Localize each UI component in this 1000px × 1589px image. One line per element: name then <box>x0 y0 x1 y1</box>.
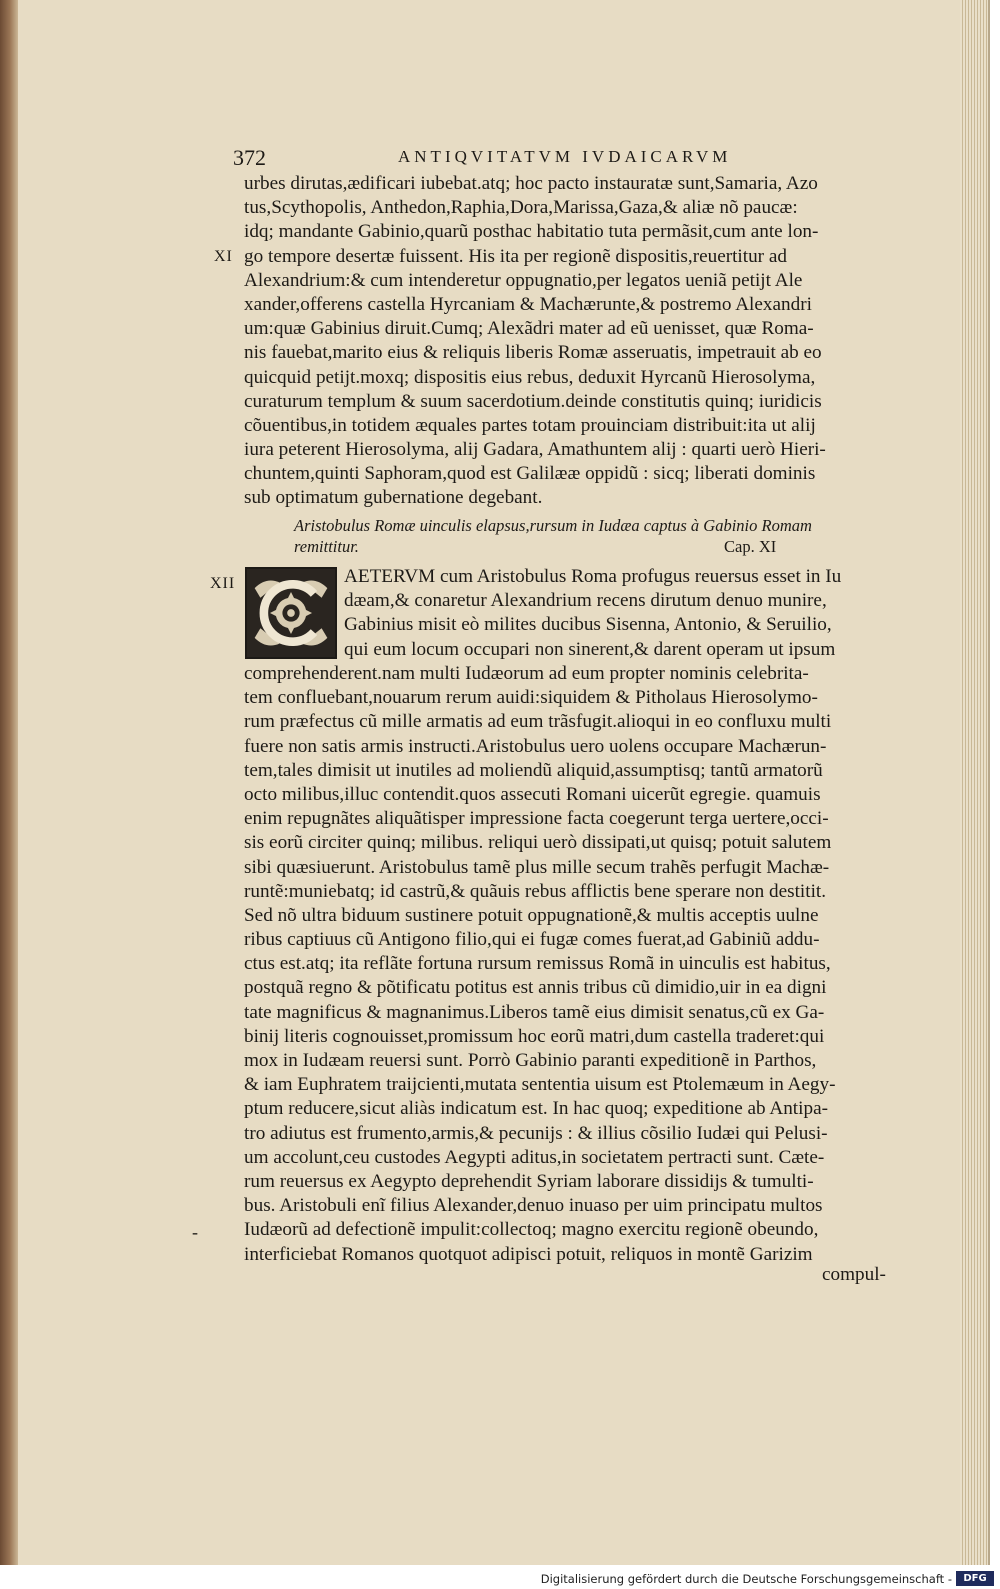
text-line: tro adiutus est frumento,armis,& pecunijs : & illius cõsilio Iudæi qui Pelusi- <box>244 1122 828 1144</box>
paragraph-2-opening <box>344 565 906 662</box>
paragraph-2 <box>244 662 906 1267</box>
text-line: tem,tales dimisit ut inutiles ad moliendũ aliquid,assumptisq; tantũ armatorũ <box>244 759 823 781</box>
funding-notice: Digitalisierung gefördert durch die Deutsche Forschungsgemeinschaft - <box>540 1572 952 1586</box>
text-line: nis fauebat,marito eius & reliquis liberis Romæ asseruatis, impetrauit ab eo <box>244 342 822 364</box>
text-line: mox in Iudæam reuersi sunt. Porrò Gabinio paranti expeditionẽ in Parthos, <box>244 1050 817 1071</box>
text-line: & iam Euphratem traijcienti,mutata sententia uisum est Ptolemæum in Aegy- <box>244 1074 836 1096</box>
dfg-logo: DFG <box>956 1571 994 1586</box>
text-line: tus,Scythopolis, Anthedon,Raphia,Dora,Marissa,Gaza,& aliæ nõ paucæ: <box>244 197 798 219</box>
text-line: binij literis cognouisset,promissum hoc eorũ matri,dum castella traderet:qui <box>244 1025 825 1047</box>
chapter-heading-line: Aristobulus Romæ uinculis elapsus,rursum in Iudæa captus à Gabinio Romam <box>294 516 812 535</box>
chapter-label: Cap. XI <box>724 537 777 556</box>
text-line: ctus est.atq; ita reflãte fortuna rursum remissus Romã in uinculis est habitus, <box>244 953 831 975</box>
text-line: postquã regno & põtificatu potitus est annis tribus cũ dimidio,uir in ea digni <box>244 977 827 999</box>
text-line: octo milibus,illuc contendit.quos assecuti Romani uicerũt egregie. quamuis <box>244 783 821 805</box>
paragraph-1 <box>244 172 906 511</box>
text-line: urbes dirutas,ædificari iubebat.atq; hoc pacto instauratæ sunt,Samaria, Azo <box>244 173 818 194</box>
text-line: ribus captiuus cũ Antigono filio,qui ei fugæ comes fuerat,ad Gabiniũ addu- <box>244 929 820 951</box>
text-line: runtẽ:muniebatq; id castrũ,& quãuis rebus afflictis bene sperare non destitit. <box>244 880 827 902</box>
text-line: enim repugnãtes aliquãtisper impressione facta coegerunt terga uertere,occi- <box>244 808 829 830</box>
page-header <box>233 145 793 171</box>
margin-number-xii: XII <box>210 575 236 592</box>
catchword: compul- <box>822 1264 886 1285</box>
text-line: curaturum templum & suum sacerdotium.deinde constitutis quinq; iuridicis <box>244 390 822 412</box>
running-title: ANTIQVITATVM IVDAICARVM <box>398 147 732 166</box>
text-line: um accolunt,ceu custodes Aegypti aditus,in societatem pertracti sunt. Cæte- <box>244 1146 825 1168</box>
text-line: AETERVM cum Aristobulus Roma profugus reuersus esset in Iu <box>344 566 842 587</box>
text-line: comprehenderent.nam multi Iudæorum ad eum propter nominis celebrita- <box>244 663 809 684</box>
text-line: quicquid petijt.moxq; dispositis eius rebus, deduxit Hyrcanũ Hierosolyma, <box>244 366 816 388</box>
book-spine <box>0 0 18 1565</box>
text-line: go tempore desertæ fuissent. His ita per regionẽ dispositis,reuertitur ad <box>244 245 787 267</box>
text-line: cõuentibus,in totidem æquales partes totam prouinciam distribuit:ita ut alij <box>244 414 816 436</box>
text-line: Sed nõ ultra biduum sustinere potuit oppugnationẽ,& multis acceptis uulne <box>244 904 819 926</box>
marginal-mark: - <box>192 1222 198 1242</box>
text-line: rum reuersus ex Aegypto deprehendit Syriam laborare dissidijs & tumulti- <box>244 1170 814 1192</box>
text-line: chuntem,quinti Saphoram,quod est Galilææ oppidũ : sicq; liberati dominis <box>244 463 816 485</box>
text-line: Iudæorũ ad defectionẽ impulit:collectoq; magno exercitu regionẽ obeundo, <box>244 1219 819 1241</box>
text-line: Gabinius misit eò milites ducibus Sisenna, Antonio, & Seruilio, <box>344 614 832 636</box>
text-line: Alexandrium:& cum intenderetur oppugnatio,per legatos ueniã petijt Ale <box>244 269 803 291</box>
text-line: ptum reducere,sicut aliàs indicatum est. In hac quoq; expeditione ab Antipa- <box>244 1098 828 1120</box>
text-line: interficiebat Romanos quotquot adipisci potuit, reliquos in montẽ Garizim <box>244 1243 813 1265</box>
digitization-footer <box>0 1570 1000 1589</box>
text-line: fuere non satis armis instructi.Aristobulus uero uolens occupare Machærun- <box>244 735 827 757</box>
page-edges <box>960 0 988 1565</box>
text-line: bus. Aristobuli enĩ filius Alexander,denuo inuaso per uim principatu multos <box>244 1195 823 1217</box>
chapter-heading <box>294 515 854 557</box>
text-line: um:quæ Gabinius diruit.Cumq; Alexãdri mater ad eũ uenisset, quæ Roma- <box>244 318 814 340</box>
text-line: rum præfectus cũ mille armatis ad eum trãsfugit.alioqui in eo confluxu multi <box>244 711 832 733</box>
margin-number-xi: XI <box>214 248 233 265</box>
text-line: xander,offerens castella Hyrcaniam & Machærunte,& postremo Alexandri <box>244 293 812 315</box>
woodcut-ornament-icon <box>247 569 335 657</box>
text-line: tate magnificus & magnanimus.Liberos tamẽ eius dimisit senatus,cũ ex Ga- <box>244 1001 825 1023</box>
text-line: qui eum locum occupari non sinerent,& darent operam ut ipsum <box>344 638 836 660</box>
text-line: sibi quæsiuerunt. Aristobulus tamẽ plus mille secum trahẽs perfugit Machæ- <box>244 856 830 878</box>
text-line: dæam,& conaretur Alexandrium recens dirutum denuo munire, <box>344 590 827 612</box>
chapter-heading-line: remittitur. <box>294 537 359 556</box>
text-line: iura peterent Hierosolyma, alij Gadara, Amathuntem alij : quarti uerò Hieri- <box>244 439 826 461</box>
text-line: sis eorũ circiter quinq; milibus. reliqui uerò dissipati,ut quisq; potuit salutem <box>244 832 832 854</box>
text-line: tem confluebant,nouarum rerum auidi:siquidem & Pitholaus Hierosolymo- <box>244 687 818 709</box>
text-line: idq; mandante Gabinio,quarũ posthac habitatio tuta permãsit,cum ante lon- <box>244 221 819 243</box>
decorated-initial-c-icon <box>245 567 337 659</box>
page-number: 372 <box>233 145 266 170</box>
text-line: sub optimatum gubernatione degebant. <box>244 487 543 509</box>
